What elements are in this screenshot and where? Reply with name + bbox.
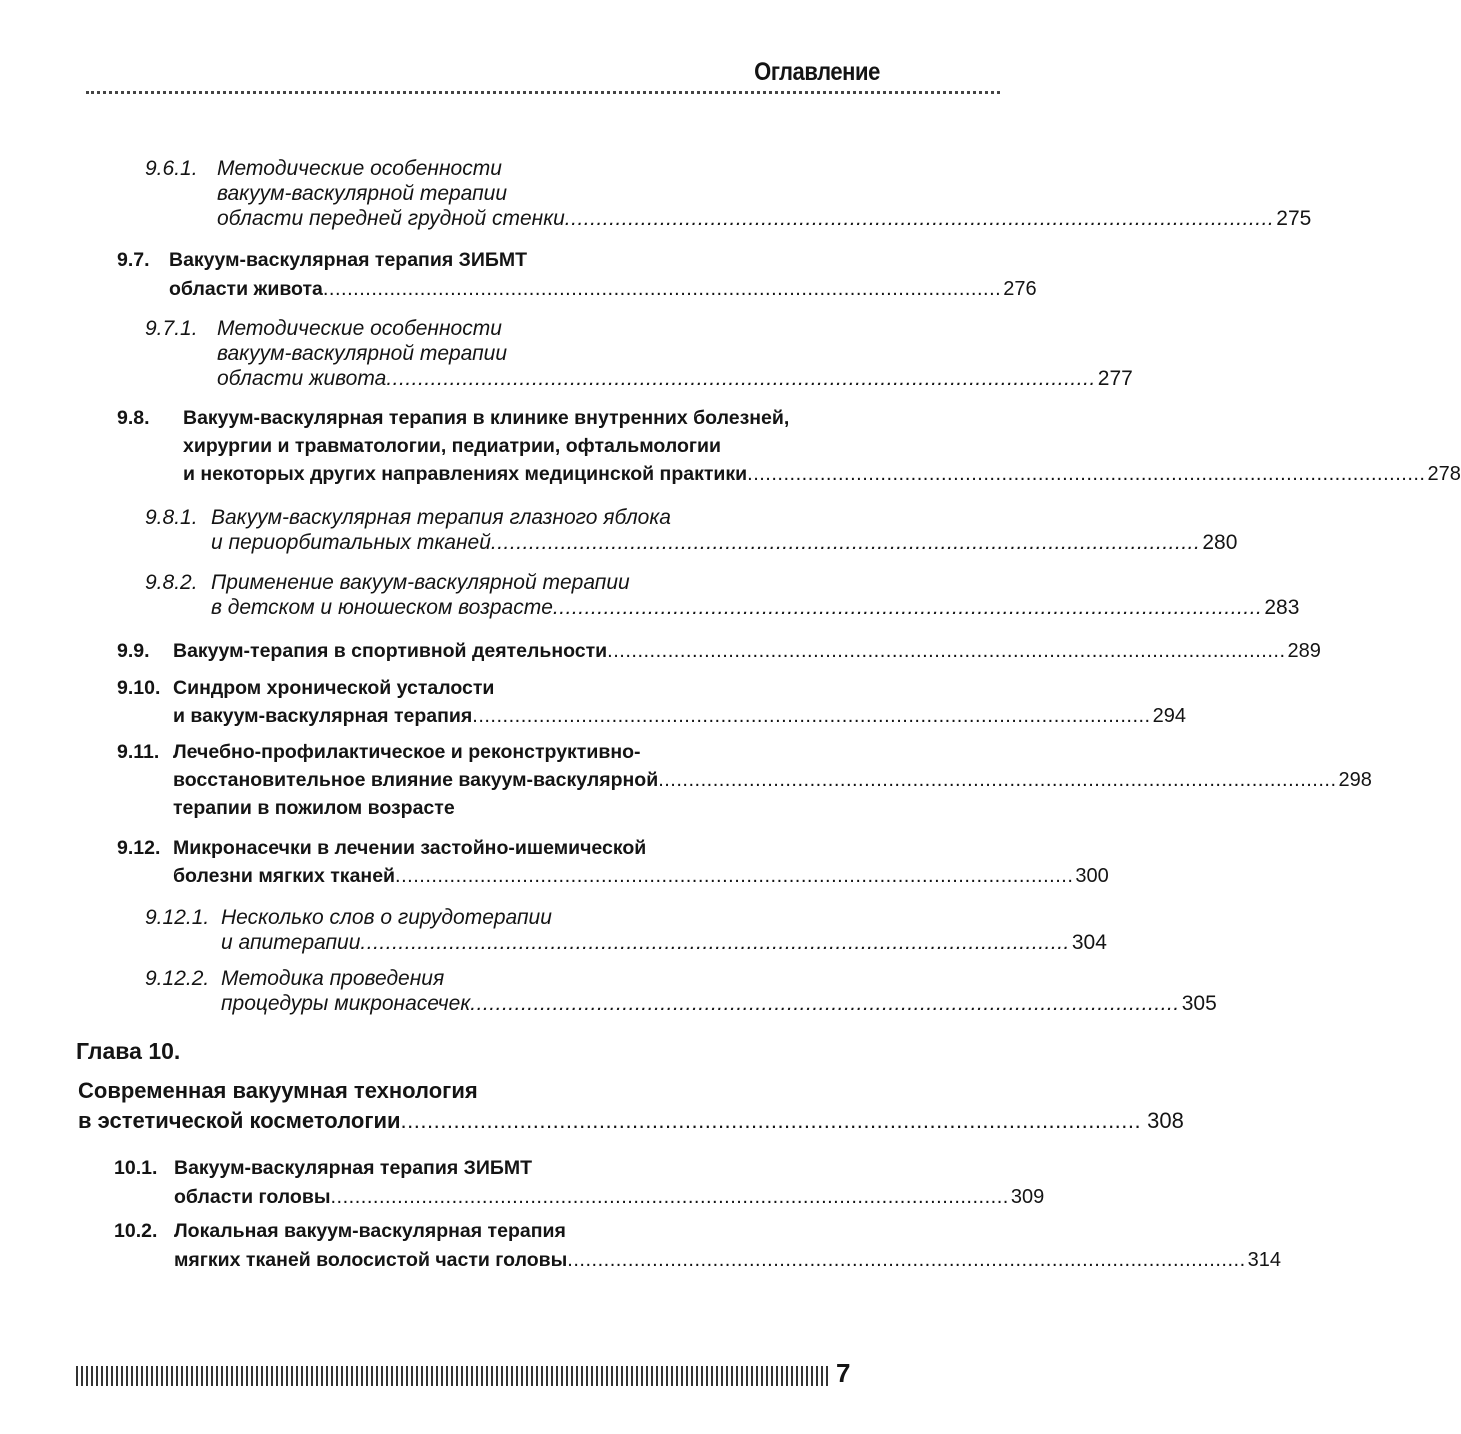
leader-dots: ................................................................................................................ xyxy=(386,367,1096,390)
toc-entry-line: области живота xyxy=(169,278,323,300)
toc-entry-line: области головы xyxy=(174,1186,331,1208)
toc-entry xyxy=(117,676,1186,729)
toc-entry-line: Вакуум-васкулярная терапия в клинике внутренних болезней, xyxy=(183,407,790,429)
toc-entry-number: 10.1. xyxy=(114,1157,158,1179)
footer-decorative-bar xyxy=(76,1366,828,1386)
toc-entry-number: 9.12.2. xyxy=(145,967,210,990)
toc-entry-line: Вакуум-терапия в спортивной деятельности xyxy=(173,640,608,662)
toc-entry-line: и вакуум-васкулярная терапия xyxy=(173,705,473,727)
toc-entry xyxy=(145,905,1107,955)
toc-entry-number: 9.6.1. xyxy=(145,157,198,180)
toc-entry-line: и некоторых других направлениях медицинской практики xyxy=(183,463,748,485)
toc-entry-number: 9.8.2. xyxy=(145,571,198,594)
toc-entry-page: 275 xyxy=(1276,207,1312,230)
toc-entry-line: хирургии и травматологии, педиатрии, офтальмологии xyxy=(183,435,721,457)
leader-dots: ................................................................................................................ xyxy=(360,931,1070,954)
toc-entry xyxy=(114,1219,1282,1273)
toc-entry-line: Вакуум-васкулярная терапия глазного яблока xyxy=(211,506,671,529)
toc-entry-line: мягких тканей волосистой части головы xyxy=(174,1249,568,1271)
leader-dots: ................................................................................................................ xyxy=(564,207,1275,230)
chapter-title-entry xyxy=(78,1078,1184,1133)
toc-entry-line: вакуум-васкулярной терапии xyxy=(217,182,508,205)
chapter-label: Глава 10. xyxy=(76,1038,181,1064)
toc-entry-number: 9.8. xyxy=(117,407,150,429)
toc-entry-number: 9.11. xyxy=(117,741,160,763)
toc-entry-page: 309 xyxy=(1010,1186,1045,1208)
toc-entry-line: Несколько слов о гирудотерапии xyxy=(221,906,552,929)
toc-entry-line: Локальная вакуум-васкулярная терапия xyxy=(174,1220,566,1242)
toc-entry-line: Вакуум-васкулярная терапия ЗИБМТ xyxy=(174,1157,533,1179)
leader-dots: ................................................................................................................ xyxy=(470,992,1180,1015)
toc-entry-line: вакуум-васкулярной терапии xyxy=(217,342,508,365)
toc-entry-line: Методические особенности xyxy=(217,317,502,340)
toc-entry xyxy=(117,248,1037,302)
toc-entry xyxy=(145,316,1133,391)
toc-entry-line: Вакуум-васкулярная терапия ЗИБМТ xyxy=(169,249,528,271)
toc-entry-line: восстановительное влияние вакуум-васкулярной xyxy=(173,769,659,791)
chapter-page: 308 xyxy=(1147,1108,1184,1133)
toc-entry xyxy=(145,505,1238,555)
toc-entry-line: Методические особенности xyxy=(217,157,502,180)
toc-entry-page: 289 xyxy=(1287,640,1321,662)
chapter-title-line: в эстетической косметологии xyxy=(78,1108,401,1133)
toc-entry-page: 294 xyxy=(1152,705,1186,727)
toc-entry-page: 305 xyxy=(1181,992,1217,1015)
leader-dots: ................................................................................................................ xyxy=(747,463,1426,485)
toc-entry-page: 314 xyxy=(1247,1249,1282,1271)
toc-entry xyxy=(117,836,1109,889)
toc-entry xyxy=(145,570,1300,620)
toc-entry-line: терапии в пожилом возрасте xyxy=(173,797,455,819)
toc-entry-number: 9.7. xyxy=(117,249,150,271)
toc-entry xyxy=(117,639,1321,664)
toc-entry-page: 300 xyxy=(1075,865,1109,887)
toc-entry-page: 283 xyxy=(1264,596,1300,619)
toc-entry-line: и апитерапии xyxy=(221,931,361,954)
toc-entry-line: Методика проведения xyxy=(221,967,445,990)
toc-entry-number: 9.12.1. xyxy=(145,906,210,929)
header-dotted-rule xyxy=(86,91,1000,94)
toc-entry-line: области живота xyxy=(217,367,387,390)
leader-dots: ................................................................................................................ xyxy=(472,705,1151,727)
chapter-title-line: Современная вакуумная технология xyxy=(78,1078,478,1103)
toc-entry xyxy=(114,1156,1045,1210)
toc-entry-line: Лечебно-профилактическое и реконструктивно- xyxy=(173,741,641,763)
toc-entry-line: в детском и юношеском возрасте xyxy=(211,596,553,619)
toc-entry-line: болезни мягких тканей xyxy=(173,865,396,887)
leader-dots: ................................................................................................................ xyxy=(400,1108,1142,1133)
toc-entry-line: Применение вакуум-васкулярной терапии xyxy=(211,571,630,594)
toc-entry-line: Синдром хронической усталости xyxy=(173,677,495,699)
toc-entry-number: 10.2. xyxy=(114,1220,158,1242)
leader-dots: ................................................................................................................ xyxy=(607,640,1286,662)
toc-entry-number: 9.7.1. xyxy=(145,317,198,340)
toc-entry-line: области передней грудной стенки xyxy=(217,207,565,230)
leader-dots: ................................................................................................................ xyxy=(330,1186,1009,1208)
toc-entry-number: 9.10. xyxy=(117,677,161,699)
toc-entry xyxy=(145,966,1217,1016)
toc-entry-page: 277 xyxy=(1097,367,1133,390)
toc-entry-page: 298 xyxy=(1338,769,1372,791)
leader-dots: ................................................................................................................ xyxy=(395,865,1074,887)
footer-page-number: 7 xyxy=(836,1358,851,1388)
toc-entry-page: 304 xyxy=(1071,931,1107,954)
leader-dots: ................................................................................................................ xyxy=(567,1249,1246,1271)
toc-entry-number: 9.9. xyxy=(117,640,150,662)
toc-entry-line: и периорбитальных тканей xyxy=(211,531,491,554)
running-header-title: Оглавление xyxy=(754,58,880,86)
toc-entry xyxy=(145,156,1312,231)
toc-entry-line: процедуры микронасечек xyxy=(221,992,471,1015)
leader-dots: ................................................................................................................ xyxy=(658,769,1337,791)
toc-entry-number: 9.12. xyxy=(117,837,161,859)
toc-entry-line: Микронасечки в лечении застойно-ишемической xyxy=(173,837,647,859)
leader-dots: ................................................................................................................ xyxy=(322,278,1002,300)
toc-entry-page: 276 xyxy=(1003,278,1037,300)
leader-dots: ................................................................................................................ xyxy=(552,596,1263,619)
toc-entry-page: 278 xyxy=(1427,463,1461,485)
toc-entry-page: 280 xyxy=(1202,531,1238,554)
toc-entry xyxy=(117,740,1372,821)
toc-entry-number: 9.8.1. xyxy=(145,506,198,529)
toc-entry xyxy=(117,406,1461,487)
leader-dots: ................................................................................................................ xyxy=(490,531,1201,554)
